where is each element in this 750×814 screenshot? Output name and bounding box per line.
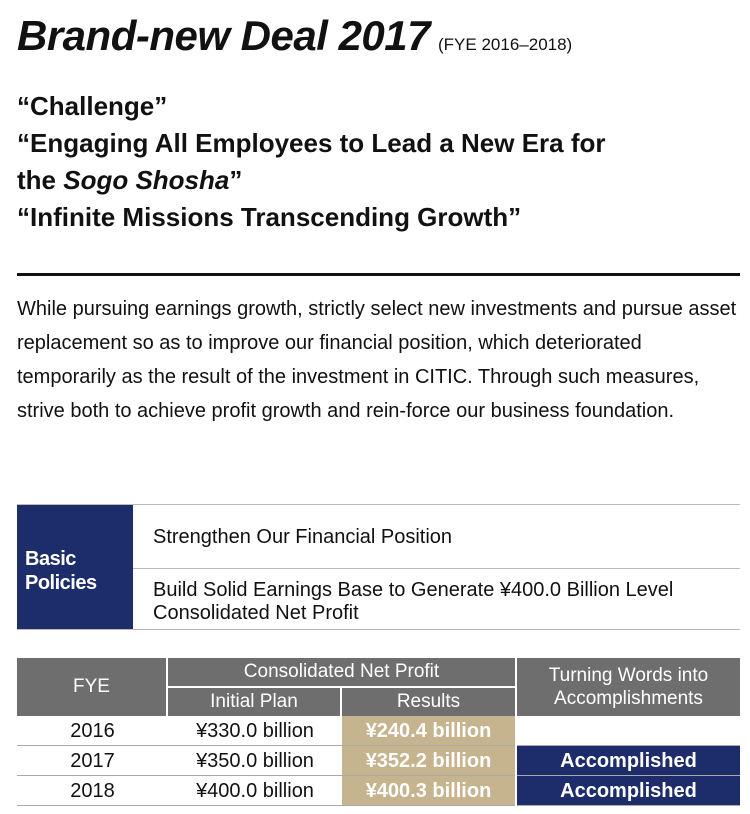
row-fye: 2018 (17, 776, 168, 806)
row-result: ¥400.3 billion (342, 776, 515, 806)
header-consolidated-net-profit: Consolidated Net Profit (168, 658, 515, 686)
slogan-line-3-suffix: ” (229, 165, 243, 195)
slogan-line-3-prefix: the (17, 165, 64, 195)
slogan-line-3-italic: Sogo Shosha (63, 165, 230, 195)
slogan-line-1: “Challenge” (17, 91, 168, 121)
title-row (17, 12, 572, 60)
slogan-line-2: “Engaging All Employees to Lead a New Era for (17, 128, 606, 158)
row-result: ¥352.2 billion (342, 746, 515, 776)
row-status (517, 716, 740, 746)
header-initial-plan: Initial Plan (168, 688, 340, 716)
row-result: ¥240.4 billion (342, 716, 515, 746)
page-title: Brand-new Deal 2017 (17, 12, 431, 59)
basic-policies-label-line-2: Policies (25, 572, 97, 594)
description-paragraph: While pursuing earnings growth, strictly select new investments and pursue asset replacement so as to improve our financial position, which deteriorated temporarily as the result of the investment in CITIC. Through such measures, strive both to achieve profit growth and rein-force our business foundation. (17, 298, 737, 422)
row-status-badge: Accomplished (517, 746, 740, 776)
slogan-line-4: “Infinite Missions Transcending Growth” (17, 202, 522, 232)
header-fye: FYE (17, 658, 166, 716)
header-results: Results (342, 688, 515, 716)
header-turning-words (517, 658, 740, 716)
header-turning-words-line-1: Turning Words into (548, 665, 709, 686)
header-turning-words-line-2: Accomplishments (554, 688, 703, 709)
row-fye: 2016 (17, 716, 168, 746)
basic-policies-label (17, 505, 133, 629)
basic-policies-box (17, 504, 740, 630)
divider-rule (17, 273, 740, 276)
row-initial-plan: ¥330.0 billion (168, 716, 342, 746)
slogan-line-3 (17, 162, 737, 199)
page-subtitle: (FYE 2016–2018) (438, 35, 573, 54)
slogans (17, 88, 737, 236)
row-initial-plan: ¥400.0 billion (168, 776, 342, 806)
policy-item-financial-position: Strengthen Our Financial Position (133, 505, 740, 569)
policy-item-earnings-base: Build Solid Earnings Base to Generate ¥400.0 Billion Level Consolidated Net Profit (153, 579, 674, 624)
row-initial-plan: ¥350.0 billion (168, 746, 342, 776)
basic-policies-label-line-1: Basic (25, 548, 76, 570)
row-status-badge: Accomplished (517, 776, 740, 806)
row-fye: 2017 (17, 746, 168, 776)
